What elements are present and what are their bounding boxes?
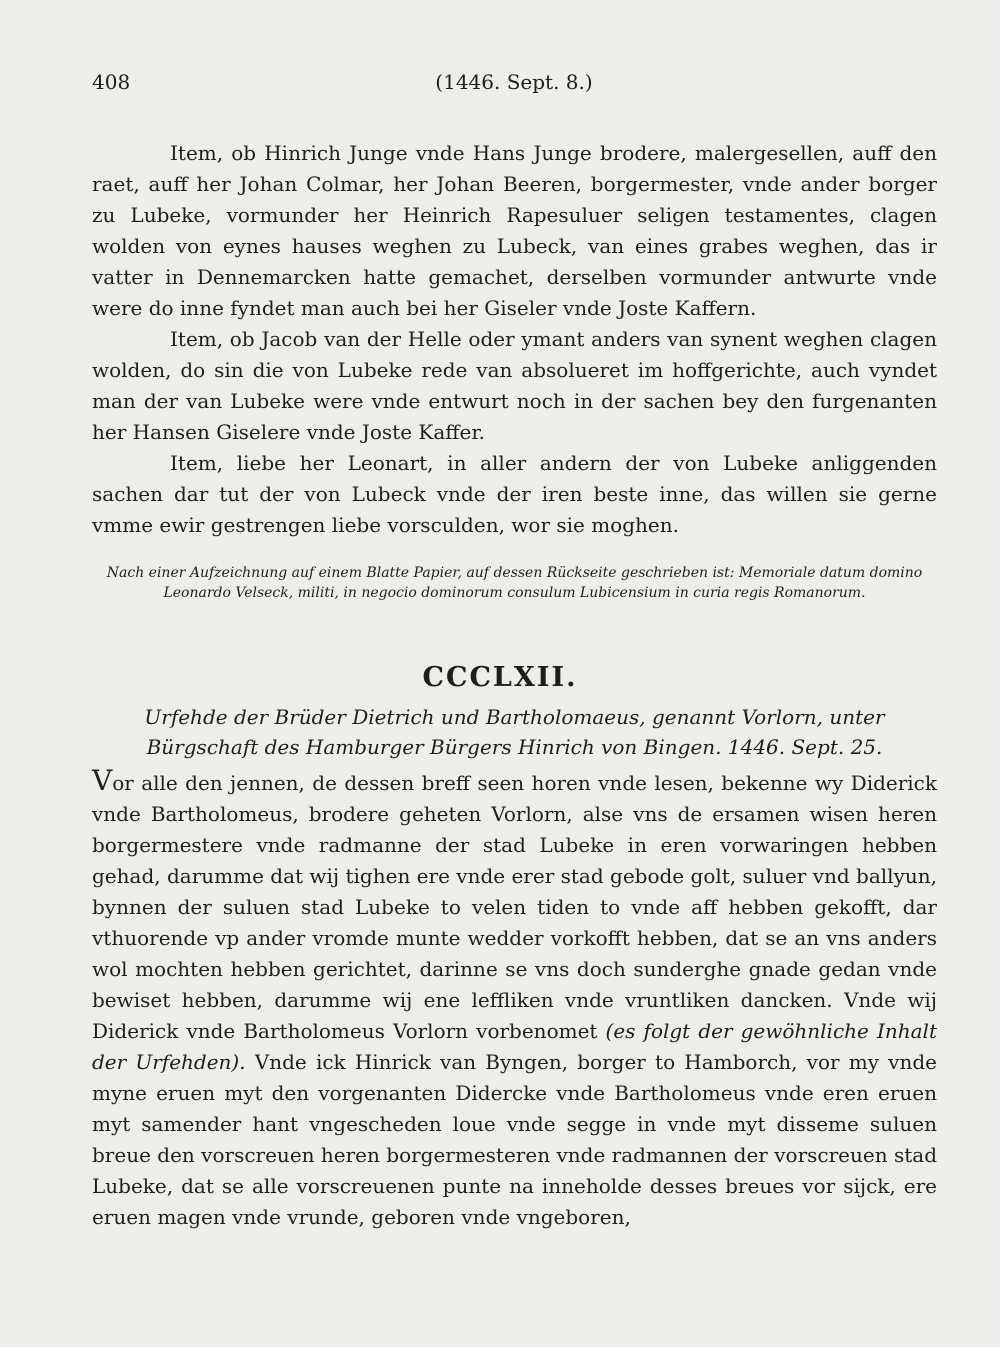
paragraph: Item, liebe her Leonart, in aller andern der von Lubeke anliggenden sachen dar tut der von Lubeck vnde der iren beste inne, das willen sie gerne vmme ewir gestrengen liebe vorsculden, wor sie moghen. — [92, 451, 937, 537]
body-text-continued: Vnde ick Hinrick van Byngen, borger to Hamborch, vor my vnde myne eruen myt den vorgenanten Didercke vnde Bartholomeus vnde eren eruen myt samender hant vngescheden loue vnde segge in vnde myt disseme suluen breue den vorscreuen heren borgermesteren vnde radmannen der vorscreuen stad Lubeke, dat se alle vorscreuenen punte na inneholde desses breues vor sijck, ere eruen magen vnde vrunde, geboren vnde vngeboren, — [92, 1050, 937, 1229]
paragraph: Item, ob Hinrich Junge vnde Hans Junge brodere, malergesellen, auff den raet, auff her Johan Colmar, her Johan Beeren, borgermester, vnde ander borger zu Lubeke, vormunder her Heinrich Rapesuluer seligen testamentes, clagen wolden von eynes hauses weghen zu Lubeck, van eines grabes weghen, das ir vatter in Dennemarcken hatte gemachet, derselben vormunder antwurte vnde were do inne fyndet man auch bei her Giseler vnde Joste Kaffern. — [92, 141, 937, 320]
page-number: 408 — [92, 70, 131, 94]
body-text: or alle den jennen, de dessen breff seen horen vnde lesen, bekenne wy Diderick vnde Bartholomeus, brodere geheten Vorlorn, alse vns de ersamen wisen heren borgermestere vnde radmanne der stad Lubeke in eren vorwaringen hebben gehad, darumme dat wij tighen ere vnde erer stad gebode golt, suluer vnd ballyun, bynnen der suluen stad Lubeke to velen tiden to vnde aff hebben gekofft, dar vthuorende vp ander vromde munte wedder vorkofft hebben, dat se an vns anders wol mochten hebben gerichtet, darinne se vns doch sunderghe gnade gedan vnde bewiset hebben, darumme wij ene leffliken vnde vruntliken dancken. Vnde wij Diderick vnde Bartholomeus Vorlorn vorbenomet — [92, 771, 937, 1043]
previous-document-text — [92, 138, 937, 541]
running-head: (1446. Sept. 8.) — [435, 70, 593, 94]
source-note: Nach einer Aufzeichnung auf einem Blatte Papier, auf dessen Rückseite geschrieben ist: Memoriale datum domino Leonardo Velseck, militi, in negocio dominorum consulum Lubicensium in curia regis Romanorum. — [106, 565, 923, 601]
document-paragraph — [92, 764, 937, 1233]
editorial-note: (es folgt der gewöhnliche Inhalt der Urfehden). — [92, 1019, 937, 1074]
document-number: CCCLXII. — [422, 662, 578, 693]
document-title: Urfehde der Brüder Dietrich und Bartholomaeus, genannt Vorlorn, unter Bürgschaft des Hamburger Bürgers Hinrich von Bingen. 1446. Sept. 25. — [144, 705, 885, 759]
paragraph: Item, ob Jacob van der Helle oder ymant anders van synent weghen clagen wolden, do sin die von Lubeke rede van absolueret im hoffgerichte, auch vyndet man der van Lubeke were vnde entwurt noch in der sachen bey den furgenanten her Hansen Giselere vnde Joste Kaffer. — [92, 327, 937, 444]
page-header — [92, 70, 936, 102]
initial-letter: V — [92, 764, 113, 797]
document-body — [92, 764, 937, 1233]
